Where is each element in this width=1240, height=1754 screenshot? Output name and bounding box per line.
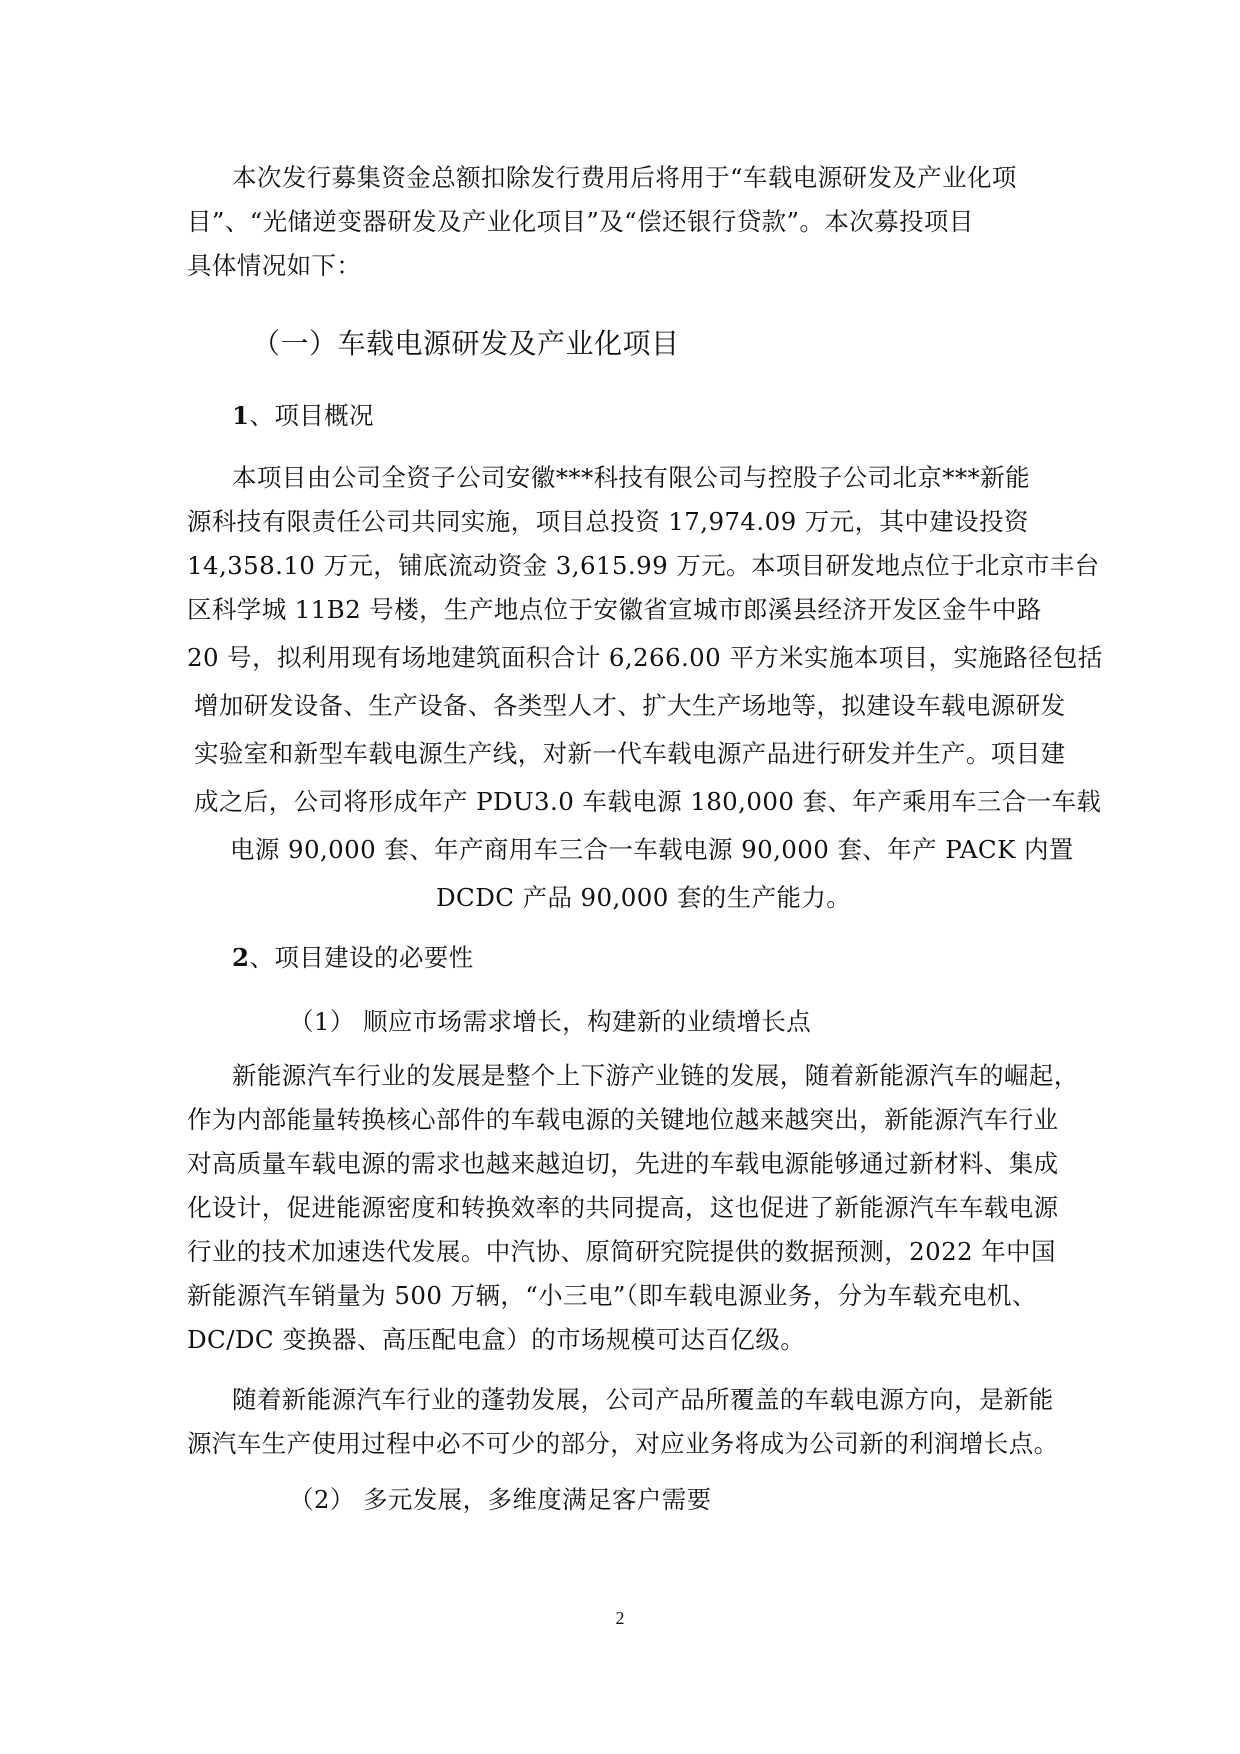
necessity-line-5: 行业的技术加速迭代发展。中汽协、原简研究院提供的数据预测，2022 年中国 [187, 1237, 1056, 1266]
section-heading: （一）车载电源研发及产业化项目 [252, 327, 680, 360]
sub-heading-2: （2） 多元发展，多维度满足客户需要 [289, 1485, 712, 1514]
necessity-line-3: 对高质量车载电源的需求也越来越迫切，先进的车载电源能够通过新材料、集成 [187, 1149, 1059, 1178]
overview-line-10: DCDC 产品 90,000 套的生产能力。 [436, 883, 852, 912]
item-2-heading [232, 940, 474, 976]
item-1-number: 1 [232, 401, 250, 430]
overview-line-3: 14,358.10 万元，铺底流动资金 3,615.99 万元。本项目研发地点位于北京市丰台 [187, 551, 1100, 580]
overview-line-6: 增加研发设备、生产设备、各类型人才、扩大生产场地等，拟建设车载电源研发 [194, 691, 1066, 720]
growth-line-1: 随着新能源汽车行业的蓬勃发展，公司产品所覆盖的车载电源方向，是新能 [232, 1385, 1054, 1414]
intro-line-3: 具体情况如下： [187, 251, 362, 280]
necessity-line-1: 新能源汽车行业的发展是整个上下游产业链的发展，随着新能源汽车的崛起， [232, 1061, 1079, 1090]
overview-line-7: 实验室和新型车载电源生产线，对新一代车载电源产品进行研发并生产。项目建 [194, 739, 1066, 768]
item-2-title: 、项目建设的必要性 [249, 943, 474, 972]
page-number: 2 [615, 1608, 625, 1628]
item-1-heading [232, 398, 374, 434]
overview-line-9: 电源 90,000 套、年产商用车三合一车载电源 90,000 套、年产 PACK 内置 [230, 835, 1074, 864]
item-2-number: 2 [232, 943, 250, 972]
overview-line-4: 区科学城 11B2 号楼，生产地点位于安徽省宣城市郎溪县经济开发区金牛中路 [187, 595, 1042, 624]
intro-line-2: 目”、“光储逆变器研发及产业化项目”及“偿还银行贷款”。本次募投项目 [187, 207, 974, 236]
intro-line-1: 本次发行募集资金总额扣除发行费用后将用于“车载电源研发及产业化项 [232, 163, 1017, 192]
necessity-line-7: DC/DC 变换器、高压配电盒）的市场规模可达百亿级。 [187, 1325, 806, 1354]
necessity-line-4: 化设计，促进能源密度和转换效率的共同提高，这也促进了新能源汽车车载电源 [187, 1193, 1059, 1222]
sub-heading-1: （1） 顺应市场需求增长，构建新的业绩增长点 [289, 1007, 812, 1036]
necessity-line-2: 作为内部能量转换核心部件的车载电源的关键地位越来越突出，新能源汽车行业 [187, 1105, 1059, 1134]
necessity-line-6: 新能源汽车销量为 500 万辆，“小三电”（即车载电源业务，分为车载充电机、 [187, 1281, 1037, 1310]
overview-line-2: 源科技有限责任公司共同实施，项目总投资 17,974.09 万元，其中建设投资 [187, 507, 1029, 536]
overview-line-5: 20 号，拟利用现有场地建筑面积合计 6,266.00 平方米实施本项目，实施路径包括 [187, 643, 1103, 672]
overview-line-8: 成之后，公司将形成年产 PDU3.0 车载电源 180,000 套、年产乘用车三合一车载 [194, 787, 1102, 816]
overview-line-1: 本项目由公司全资子公司安徽***科技有限公司与控股子公司北京***新能 [232, 463, 1030, 492]
item-1-title: 、项目概况 [249, 401, 374, 430]
growth-line-2: 源汽车生产使用过程中必不可少的部分，对应业务将成为公司新的利润增长点。 [187, 1429, 1059, 1458]
